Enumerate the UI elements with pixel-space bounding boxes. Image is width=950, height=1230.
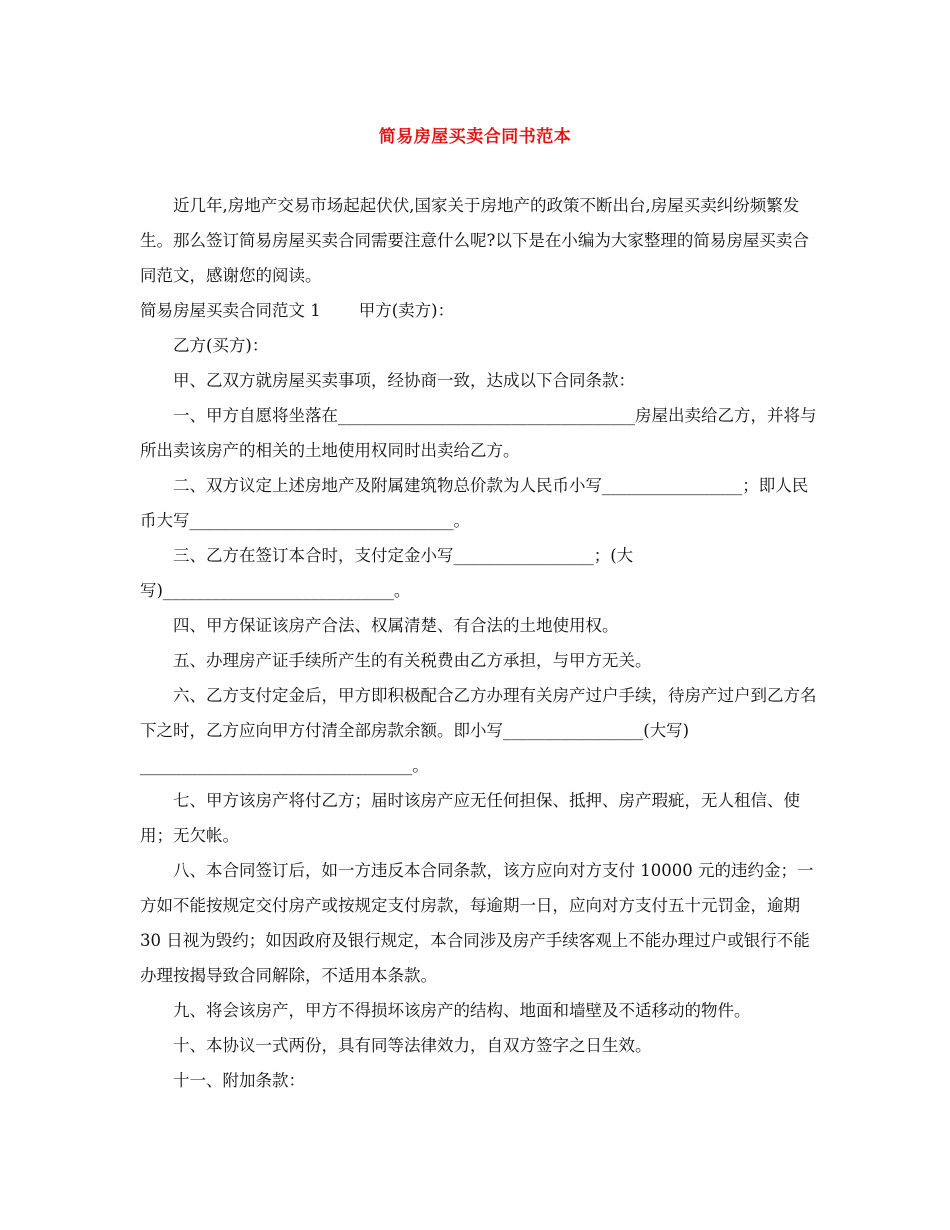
clause-8: 八、本合同签订后，如一方违反本合同条款，该方应向对方支付 10000 元的违约金；一方如不能按规定交付房产或按规定支付房款，每逾期一日，应向对方支付五十元罚金，逾期 30 日视为毁约；如因政府及银行规定，本合同涉及房产手续客观上不能办理过户或银行不能办理按揭导致合同解除，不适用本条款。 xyxy=(140,861,814,985)
clause-4: 四、甲方保证该房产合法、权属清楚、有合法的土地使用权。 xyxy=(173,616,619,635)
sample-heading-line xyxy=(140,293,820,328)
clause-2: 二、双方议定上述房地产及附属建筑物总价款为人民币小写_________________；即人民币大写________________________________。 xyxy=(140,476,809,530)
clause-7: 七、甲方该房产将付乙方；届时该房产应无任何担保、抵押、房产瑕疵，无人租信、使用；无欠帐。 xyxy=(140,791,800,845)
sample-heading: 简易房屋买卖合同范文 1 xyxy=(140,301,321,320)
document-title: 简易房屋买卖合同书范本 xyxy=(378,127,572,147)
party-b-label: 乙方(买方)： xyxy=(173,336,269,355)
clause-5: 五、办理房产证手续所产生的有关税费由乙方承担，与甲方无关。 xyxy=(173,651,652,670)
clause-1: 一、甲方自愿将坐落在____________________________________房屋出卖给乙方，并将与所出卖该房产的相关的土地使用权同时出卖给乙方。 xyxy=(140,406,817,460)
party-a-label: 甲方(卖方)： xyxy=(358,301,455,320)
clause-9: 九、将会该房产，甲方不得损坏该房产的结构、地面和墙壁及不适移动的物件。 xyxy=(173,1001,751,1020)
preamble-paragraph: 甲、乙双方就房屋买卖事项，经协商一致，达成以下合同条款： xyxy=(173,371,635,390)
clause-3: 三、乙方在签订本合时，支付定金小写_________________；(大写)____________________________。 xyxy=(140,546,634,600)
clause-10: 十、本协议一式两份，具有同等法律效力，自双方签字之日生效。 xyxy=(173,1036,652,1055)
clause-11: 十一、附加条款： xyxy=(173,1071,305,1090)
document-body xyxy=(140,188,820,1098)
intro-paragraph: 近几年,房地产交易市场起起伏伏,国家关于房地产的政策不断出台,房屋买卖纠纷频繁发生。那么签订简易房屋买卖合同需要注意什么呢?以下是在小编为大家整理的简易房屋买卖合同范文，感谢您的阅读。 xyxy=(140,196,809,285)
clause-6: 六、乙方支付定金后，甲方即积极配合乙方办理有关房产过户手续，待房产过户到乙方名下之时，乙方应向甲方付清全部房款余额。即小写_________________(大写) _________________________________。 xyxy=(140,686,817,775)
